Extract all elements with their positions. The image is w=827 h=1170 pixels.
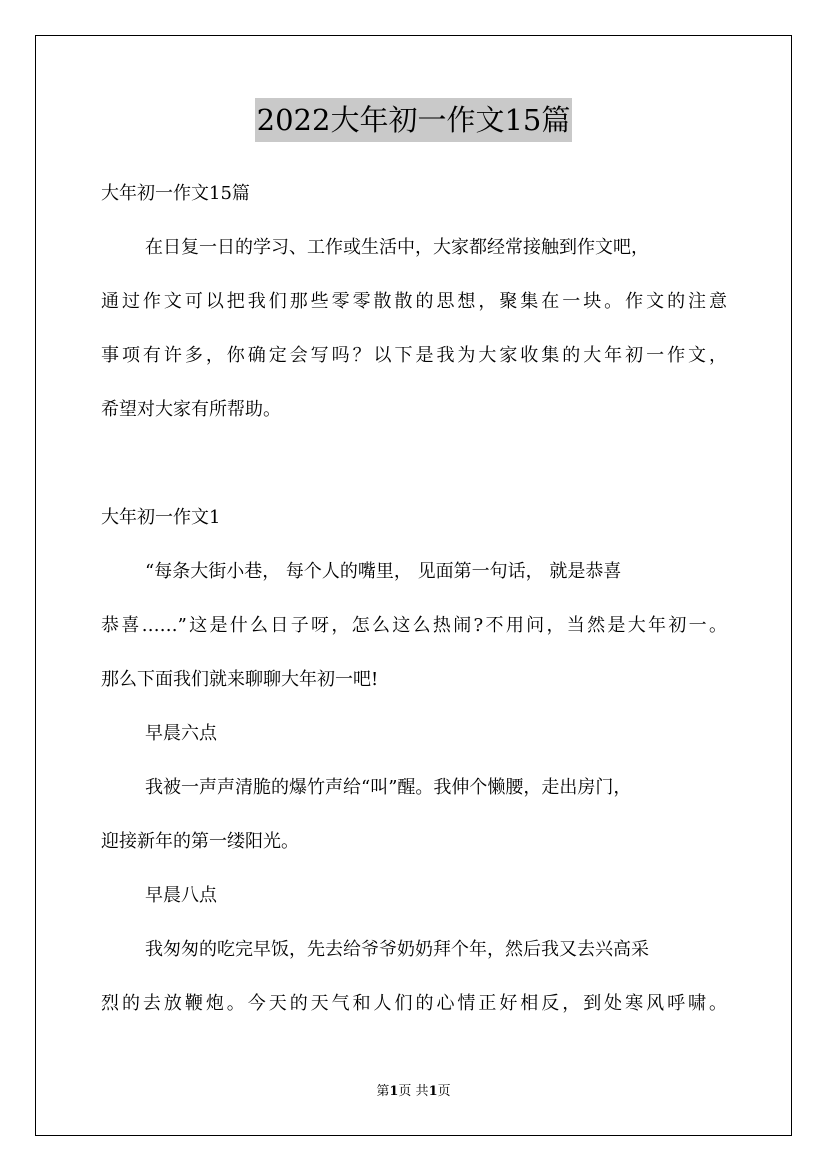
- intro-line-1: 在日复一日的学习、工作或生活中，大家都经常接触到作文吧，: [145, 237, 649, 258]
- para3-line-2: 烈的去放鞭炮。今天的天气和人们的心情正好相反，到处寒风呼啸。: [101, 993, 727, 1014]
- para2-line-1: 我被一声声清脆的爆竹声给“叫”醒。我伸个懒腰，走出房门，: [145, 777, 632, 798]
- para3-line-1: 我匆匆的吃完早饭，先去给爷爷奶奶拜个年，然后我又去兴高采: [145, 939, 649, 960]
- footer-page-number: 1: [389, 1084, 399, 1099]
- document-title: 2022大年初一作文15篇: [255, 98, 573, 142]
- para1-line-2: 恭喜……”这是什么日子呀，怎么这么热闹?不用问，当然是大年初一。: [101, 615, 727, 636]
- section-heading: 大年初一作文1: [101, 507, 221, 528]
- intro-line-3: 事项有许多，你确定会写吗？以下是我为大家收集的大年初一作文，: [101, 345, 727, 366]
- footer-total-pages: 1: [428, 1084, 438, 1099]
- footer-suffix: 页: [437, 1084, 451, 1099]
- time-heading-2: 早晨八点: [145, 885, 217, 906]
- para1-line-1: “每条大街小巷， 每个人的嘴里， 见面第一句话， 就是恭喜: [145, 561, 622, 582]
- document-subtitle: 大年初一作文15篇: [101, 183, 250, 204]
- para1-line-3: 那么下面我们就来聊聊大年初一吧!: [101, 669, 379, 690]
- intro-line-2: 通过作文可以把我们那些零零散散的思想，聚集在一块。作文的注意: [101, 291, 727, 312]
- intro-line-4: 希望对大家有所帮助。: [101, 399, 281, 420]
- time-heading-1: 早晨六点: [145, 723, 217, 744]
- footer-prefix: 第: [376, 1084, 390, 1099]
- title-block: [0, 98, 827, 142]
- para2-line-2: 迎接新年的第一缕阳光。: [101, 831, 299, 852]
- footer-mid: 页 共: [398, 1084, 429, 1099]
- page-footer: [0, 1083, 827, 1101]
